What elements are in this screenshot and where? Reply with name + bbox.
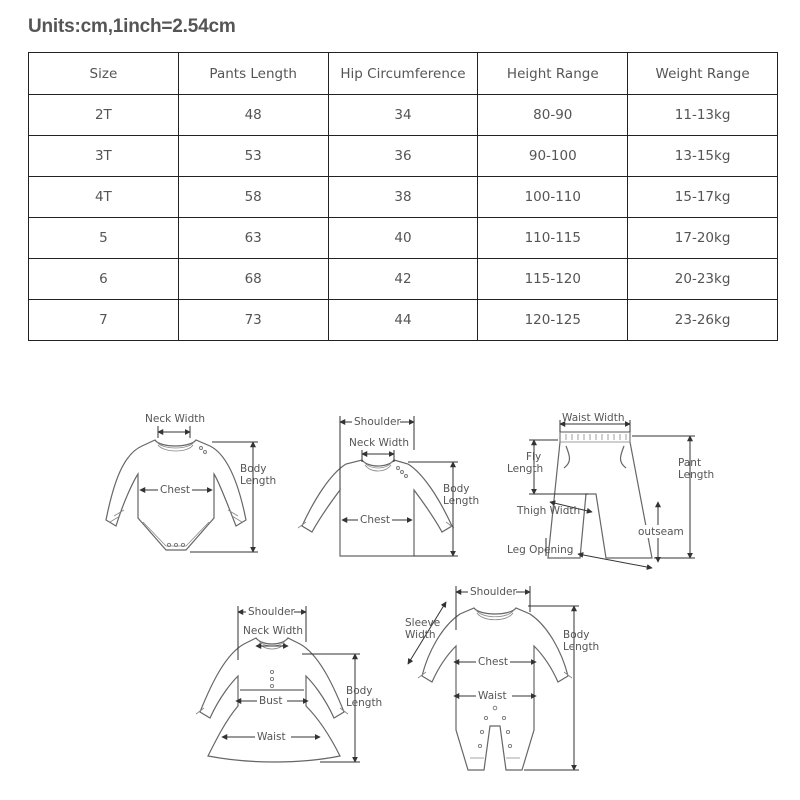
header-size: Size [29, 53, 179, 95]
romper-shoulder-label: Shoulder [470, 586, 517, 598]
cell-pants-length: 73 [178, 300, 328, 341]
pants-thigh-width-label: Thigh Width [517, 505, 581, 517]
cell-size: 4T [29, 177, 179, 218]
header-hip-circumference: Hip Circumference [328, 53, 478, 95]
dress-shoulder-label: Shoulder [248, 606, 295, 618]
cell-size: 5 [29, 218, 179, 259]
cell-hip-circumference: 36 [328, 136, 478, 177]
romper-sleeve-width-label-1: Sleeve [405, 617, 441, 629]
header-height-range: Height Range [478, 53, 628, 95]
cell-weight-range: 13-15kg [628, 136, 778, 177]
cell-height-range: 90-100 [478, 136, 628, 177]
cell-pants-length: 53 [178, 136, 328, 177]
dress-waist-label: Waist [257, 731, 286, 743]
pants-pant-length-label-1: Pant [678, 457, 702, 469]
cell-height-range: 100-110 [478, 177, 628, 218]
units-note: Units:cm,1inch=2.54cm [28, 16, 236, 37]
dress-neck-width-label: Neck Width [243, 625, 304, 637]
pants-diagram [507, 412, 714, 568]
cell-height-range: 115-120 [478, 259, 628, 300]
romper-sleeve-width-label-2: Width [405, 629, 436, 641]
pants-leg-opening-label: Leg Opening [507, 544, 574, 556]
table-row [29, 95, 778, 136]
header-pants-length: Pants Length [178, 53, 328, 95]
cell-pants-length: 58 [178, 177, 328, 218]
romper-body-length-label-1: Body [563, 629, 590, 641]
romper-diagram [405, 585, 599, 770]
cell-pants-length: 48 [178, 95, 328, 136]
tshirt-body-length-label-2: Length [443, 495, 480, 507]
cell-hip-circumference: 34 [328, 95, 478, 136]
cell-height-range: 80-90 [478, 95, 628, 136]
tshirt-diagram [298, 415, 479, 556]
table-row [29, 300, 778, 341]
pants-waist-width-label: Waist Width [562, 412, 625, 424]
cell-height-range: 110-115 [478, 218, 628, 259]
cell-hip-circumference: 44 [328, 300, 478, 341]
header-weight-range: Weight Range [628, 53, 778, 95]
romper-chest-label: Chest [478, 656, 509, 668]
tshirt-neck-width-label: Neck Width [349, 437, 410, 449]
table-header-row [29, 53, 778, 95]
cell-size: 7 [29, 300, 179, 341]
size-chart-table [28, 52, 778, 341]
cell-pants-length: 63 [178, 218, 328, 259]
cell-weight-range: 20-23kg [628, 259, 778, 300]
table-row [29, 136, 778, 177]
tshirt-shoulder-label: Shoulder [354, 416, 401, 428]
bodysuit-body-length-label-2: Length [240, 475, 277, 487]
bodysuit-neck-width-label: Neck Width [145, 413, 206, 425]
pants-pant-length-label-2: Length [678, 469, 715, 481]
romper-waist-label: Waist [478, 690, 507, 702]
bodysuit-diagram [106, 413, 276, 552]
cell-size: 2T [29, 95, 179, 136]
cell-weight-range: 15-17kg [628, 177, 778, 218]
table-row [29, 177, 778, 218]
cell-size: 3T [29, 136, 179, 177]
cell-weight-range: 11-13kg [628, 95, 778, 136]
cell-weight-range: 23-26kg [628, 300, 778, 341]
romper-body-length-label-2: Length [563, 641, 600, 653]
table-row [29, 218, 778, 259]
bodysuit-chest-label: Chest [160, 484, 191, 496]
cell-hip-circumference: 38 [328, 177, 478, 218]
dress-body-length-label-1: Body [346, 685, 373, 697]
cell-size: 6 [29, 259, 179, 300]
dress-body-length-label-2: Length [346, 697, 383, 709]
cell-hip-circumference: 42 [328, 259, 478, 300]
cell-hip-circumference: 40 [328, 218, 478, 259]
dress-bust-label: Bust [259, 695, 283, 707]
tshirt-body-length-label-1: Body [443, 483, 470, 495]
pants-outseam-label: outseam [638, 526, 684, 538]
bodysuit-body-length-label-1: Body [240, 463, 267, 475]
cell-pants-length: 68 [178, 259, 328, 300]
cell-height-range: 120-125 [478, 300, 628, 341]
pants-fly-length-label-2: Length [507, 463, 544, 475]
measurement-diagrams [0, 390, 800, 800]
table-row [29, 259, 778, 300]
pants-fly-length-label-1: Fly [526, 451, 542, 463]
cell-weight-range: 17-20kg [628, 218, 778, 259]
dress-diagram [196, 605, 382, 762]
tshirt-chest-label: Chest [360, 514, 391, 526]
